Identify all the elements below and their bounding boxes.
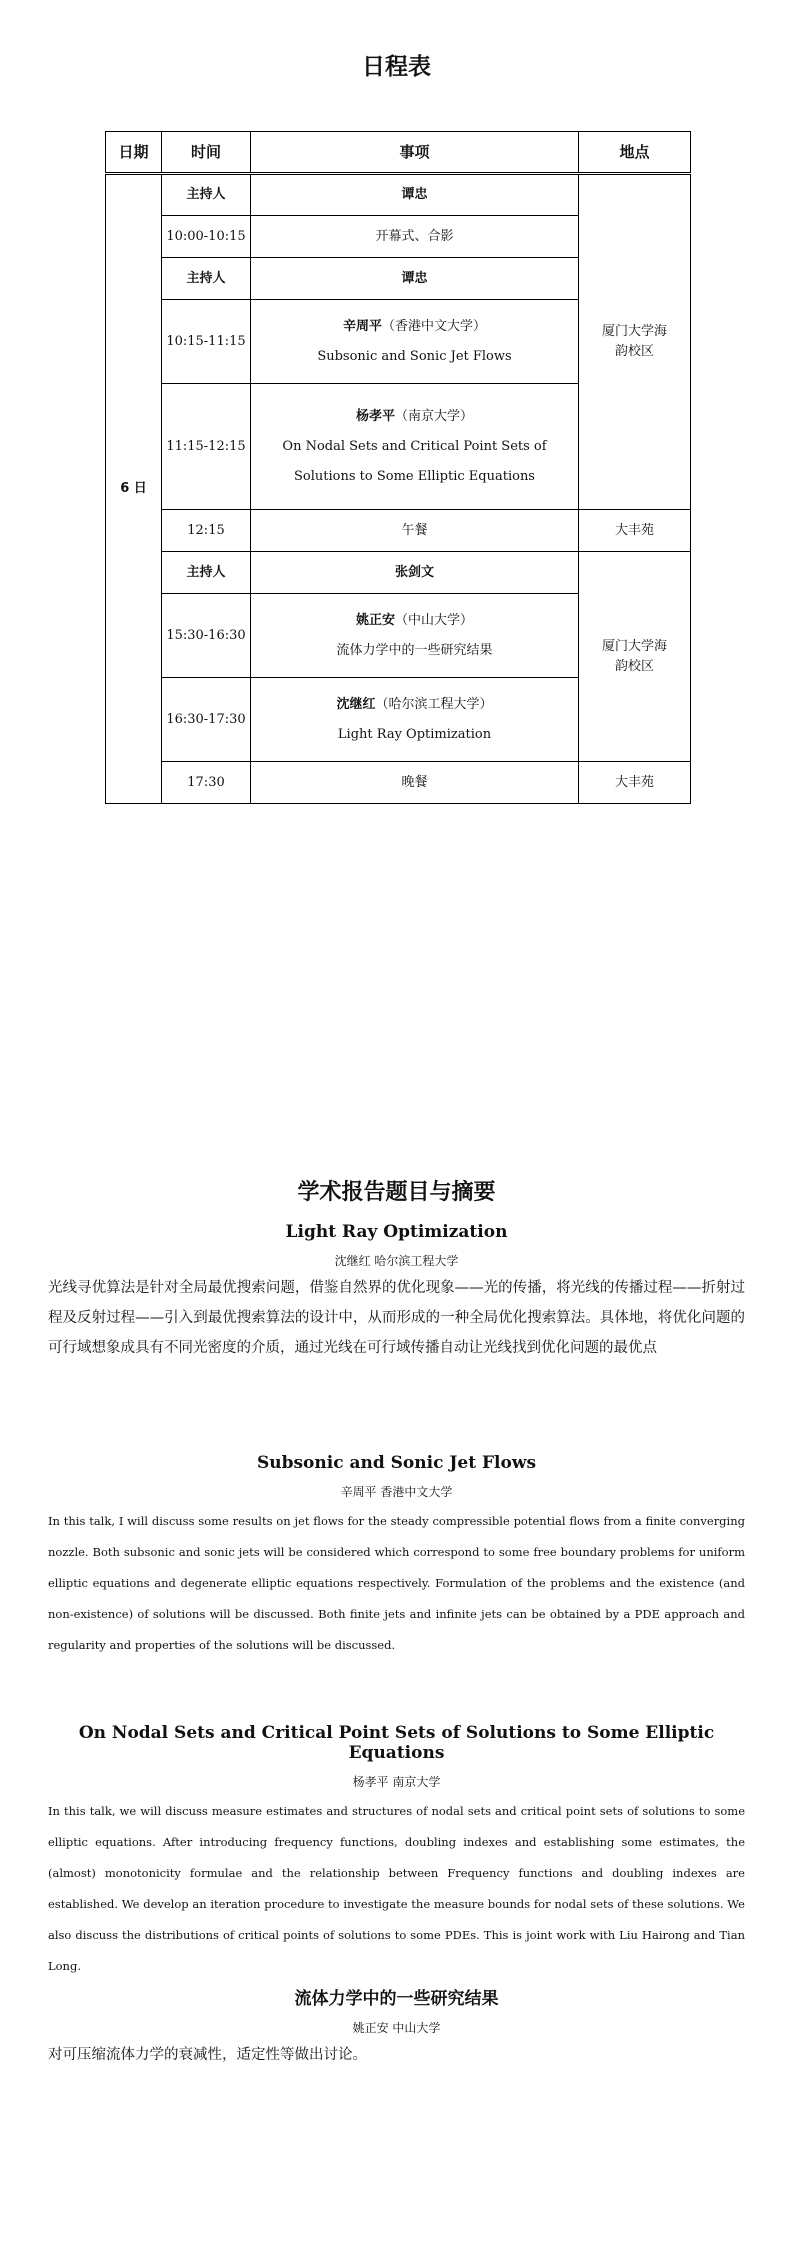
time-cell: 10:15-11:15	[162, 300, 251, 384]
abstract-block	[48, 1984, 745, 2070]
event-cell: 晚餐	[251, 762, 579, 804]
event-cell: 谭忠	[251, 174, 579, 216]
time-cell: 17:30	[162, 762, 251, 804]
table-row	[106, 510, 691, 552]
abstract-title: 流体力学中的一些研究结果	[294, 1989, 499, 2009]
day-cell: 6 日	[106, 174, 162, 804]
time-cell: 12:15	[162, 510, 251, 552]
abstract-body: In this talk, we will discuss measure estimates and structures of nodal sets and critical point sets of solutions to some elliptic equations. After introducing frequency functions, doubling indexes and establishing some estimates, the (almost) monotonicity formulae and the relationship between Frequency functions and doubling indexes are established. We develop an iteration procedure to investigate the measure bounds for nodal sets of these solutions. We also discuss the distributions of critical points of solutions to some PDEs. This is joint work with Liu Hairong and Tian Long.	[48, 1804, 745, 1973]
header-time: 时间	[162, 132, 251, 174]
abstract-title: On Nodal Sets and Critical Point Sets of Solutions to Some Elliptic Equations	[78, 1723, 715, 1763]
event-cell: 谭忠	[251, 258, 579, 300]
event-cell: 午餐	[251, 510, 579, 552]
abstract-author: 杨孝平 南京大学	[352, 1775, 441, 1789]
talk-title: 流体力学中的一些研究结果	[336, 642, 493, 658]
table-row	[106, 552, 691, 594]
table-row	[106, 762, 691, 804]
abstract-block	[48, 1453, 745, 1661]
abstracts-section-title: 学术报告题目与摘要	[297, 1180, 496, 1205]
speaker-name: 辛周平	[342, 318, 382, 334]
event-cell	[251, 300, 579, 384]
page-title: 日程表	[362, 54, 431, 80]
schedule-table	[105, 131, 691, 804]
place-cell	[579, 552, 691, 762]
abstract-body: 对可压缩流体力学的衰减性，适定性等做出讨论。	[48, 2047, 367, 2063]
event-cell: 张剑文	[251, 552, 579, 594]
place-cell	[579, 174, 691, 510]
talk-title: Light Ray Optimization	[337, 726, 492, 742]
talk-title-line-1: On Nodal Sets and Critical Point Sets of	[282, 438, 547, 454]
abstract-block	[48, 1723, 745, 1982]
abstract-title: Light Ray Optimization	[285, 1222, 508, 1242]
speaker-name: 姚正安	[355, 612, 395, 628]
event-cell	[251, 678, 579, 762]
header-date: 日期	[106, 132, 162, 174]
header-place: 地点	[579, 132, 691, 174]
abstract-body: 光线寻优算法是针对全局最优搜索问题，借鉴自然界的优化现象——光的传播，将光线的传播过程——折射过程及反射过程——引入到最优搜索算法的设计中，从而形成的一种全局优化搜索算法。具体地，将优化问题的可行域想象成具有不同光密度的介质，通过光线在可行域传播自动让光线找到优化问题的最优点	[48, 1280, 745, 1356]
event-cell	[251, 384, 579, 510]
talk-title-line-2: Solutions to Some Elliptic Equations	[294, 468, 535, 484]
time-cell: 10:00-10:15	[162, 216, 251, 258]
time-cell: 主持人	[162, 552, 251, 594]
speaker-affiliation: （中山大学）	[395, 612, 474, 628]
event-cell	[251, 594, 579, 678]
abstract-body: In this talk, I will discuss some results on jet flows for the steady compressible potential flows from a finite converging nozzle. Both subsonic and sonic jets will be considered which correspond to some free boundary problems for uniform elliptic equations and degenerate elliptic equations respectively. Formulation of the problems and the existence (and non-existence) of solutions will be discussed. Both finite jets and infinite jets can be obtained by a PDE approach and regularity and properties of the solutions will be discussed.	[48, 1514, 745, 1652]
speaker-affiliation: （南京大学）	[395, 408, 474, 424]
talk-title: Subsonic and Sonic Jet Flows	[317, 348, 512, 364]
place-text: 厦门大学海韵校区	[601, 638, 667, 674]
place-cell: 大丰苑	[579, 762, 691, 804]
event-cell: 开幕式、合影	[251, 216, 579, 258]
header-event: 事项	[251, 132, 579, 174]
time-cell: 主持人	[162, 258, 251, 300]
place-cell: 大丰苑	[579, 510, 691, 552]
abstract-author: 辛周平 香港中文大学	[340, 1485, 453, 1499]
place-text: 厦门大学海韵校区	[601, 324, 667, 359]
abstract-title: Subsonic and Sonic Jet Flows	[256, 1453, 537, 1473]
time-cell: 主持人	[162, 174, 251, 216]
speaker-name: 杨孝平	[355, 408, 395, 424]
abstract-author: 姚正安 中山大学	[352, 2021, 441, 2035]
abstract-author: 沈继红 哈尔滨工程大学	[334, 1254, 459, 1268]
table-header-row	[106, 132, 691, 174]
time-cell: 11:15-12:15	[162, 384, 251, 510]
abstract-block	[48, 1222, 745, 1363]
time-cell: 16:30-17:30	[162, 678, 251, 762]
speaker-name: 沈继红	[336, 696, 376, 712]
speaker-affiliation: （香港中文大学）	[382, 318, 487, 334]
time-cell: 15:30-16:30	[162, 594, 251, 678]
speaker-affiliation: （哈尔滨工程大学）	[375, 696, 493, 712]
table-row	[106, 174, 691, 216]
